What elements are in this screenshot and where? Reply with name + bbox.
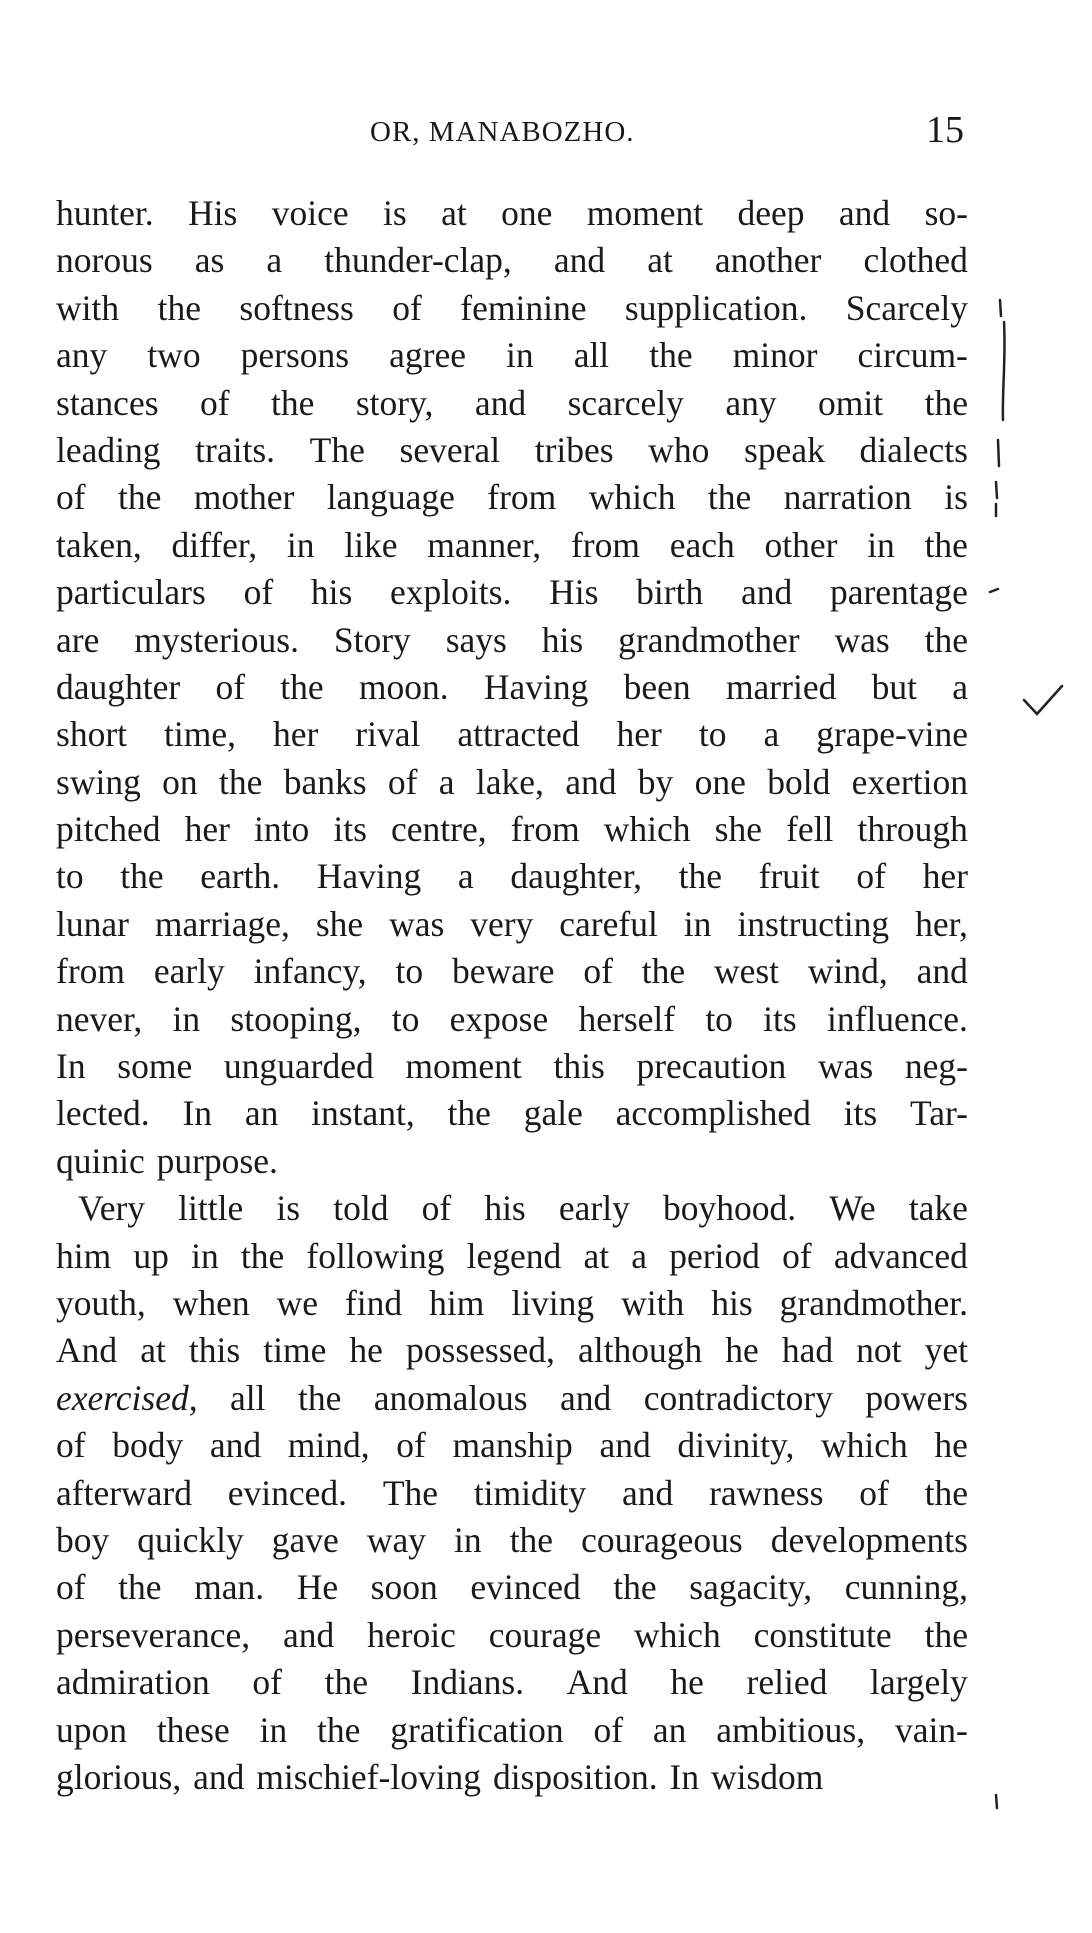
text-line: taken, differ, in like manner, from each other in the xyxy=(56,524,968,565)
body-text xyxy=(56,190,968,1801)
text-line: leading traits. The several tribes who speak dialects xyxy=(56,429,968,470)
text-line: norous as a thunder-clap, and at another clothed xyxy=(56,240,968,281)
text-line: admiration of the Indians. And he relied largely xyxy=(56,1662,968,1703)
text-line: from early infancy, to beware of the west wind, and xyxy=(56,951,968,992)
text-line: upon these in the gratification of an ambitious, vain- xyxy=(56,1709,968,1750)
text-line: swing on the banks of a lake, and by one bold exertion xyxy=(56,761,968,802)
text-line: Very little is told of his early boyhood. We take xyxy=(78,1188,968,1229)
text-line: of the man. He soon evinced the sagacity, cunning, xyxy=(56,1567,968,1608)
text-line: stances of the story, and scarcely any omit the xyxy=(56,382,968,423)
margin-bracket-mark xyxy=(990,300,1005,1808)
text-line: particulars of his exploits. His birth and parentage xyxy=(56,572,968,613)
text-line: with the softness of feminine supplication. Scarcely xyxy=(56,287,968,328)
text-line: never, in stooping, to expose herself to its influence. xyxy=(56,998,968,1039)
text-line: quinic purpose. xyxy=(56,1140,278,1181)
text-line: him up in the following legend at a period of advanced xyxy=(56,1235,968,1276)
text-line: exercised, all the anomalous and contradictory powers xyxy=(56,1377,968,1418)
text-line: hunter. His voice is at one moment deep and so- xyxy=(56,193,968,233)
page-header xyxy=(0,108,1092,154)
text-line: to the earth. Having a daughter, the fruit of her xyxy=(56,856,968,897)
running-title: OR, MANABOZHO. xyxy=(370,116,635,148)
text-line: short time, her rival attracted her to a grape-vine xyxy=(56,714,968,755)
text-line: are mysterious. Story says his grandmother was the xyxy=(56,619,968,660)
text-line: of the mother language from which the narration is xyxy=(56,477,968,518)
text-line: lected. In an instant, the gale accomplished its Tar- xyxy=(56,1093,968,1134)
text-line: And at this time he possessed, although he had not yet xyxy=(56,1330,968,1371)
text-line: any two persons agree in all the minor circum- xyxy=(56,335,968,376)
text-line: lunar marriage, she was very careful in instructing her, xyxy=(56,903,968,944)
text-line: afterward evinced. The timidity and rawness of the xyxy=(56,1472,968,1513)
check-mark xyxy=(1024,686,1062,714)
text-line: daughter of the moon. Having been married but a xyxy=(56,666,968,707)
page-number: 15 xyxy=(926,109,964,151)
text-line: In some unguarded moment this precaution was neg- xyxy=(56,1046,968,1087)
text-line: glorious, and mischief-loving disposition. In wisdom xyxy=(56,1756,824,1797)
text-line: perseverance, and heroic courage which constitute the xyxy=(56,1614,968,1655)
text-line: pitched her into its centre, from which she fell through xyxy=(56,809,968,850)
text-line: youth, when we find him living with his grandmother. xyxy=(56,1282,968,1323)
text-line: boy quickly gave way in the courageous developments xyxy=(56,1519,968,1560)
text-line: of body and mind, of manship and divinity, which he xyxy=(56,1425,968,1466)
